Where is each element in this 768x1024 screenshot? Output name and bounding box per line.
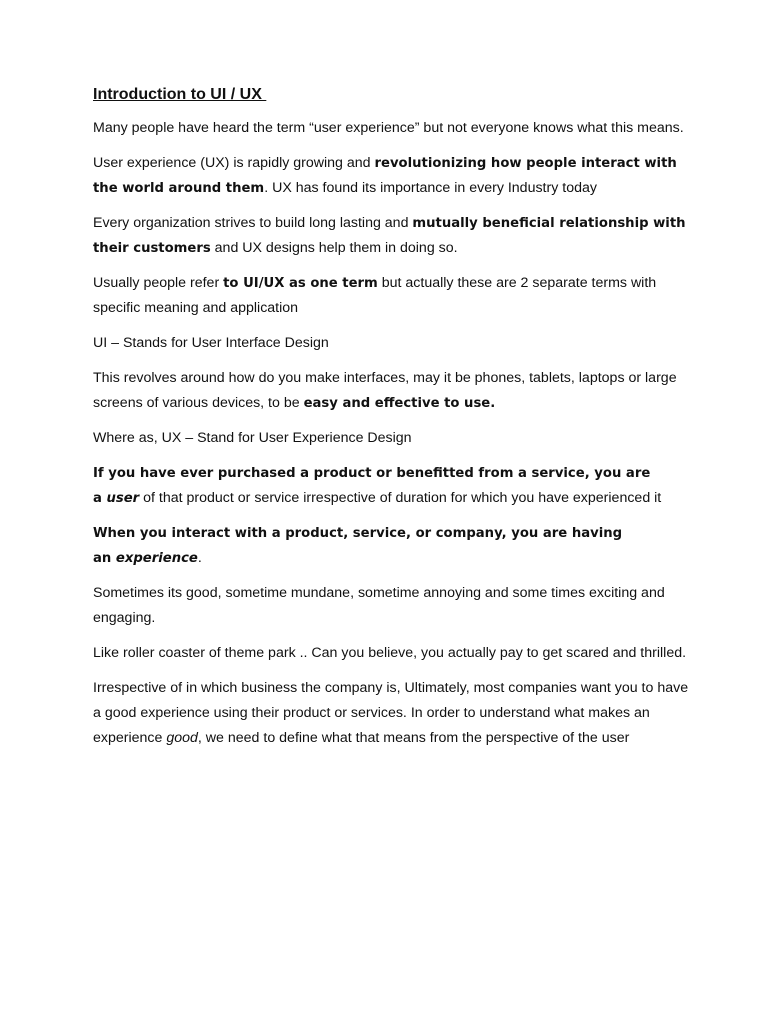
text-run: User experience (UX) is rapidly growing and: [93, 155, 375, 171]
paragraph: [93, 271, 693, 321]
text-run: but actually these are 2 separate terms with specific meaning and application: [93, 275, 657, 316]
bold-text: to UI/UX as one term: [223, 276, 378, 291]
text-run: Sometimes its good, sometime mundane, sometime annoying and some times exciting and engaging.: [93, 585, 665, 626]
document-title: Introduction to UI / UX: [93, 86, 267, 103]
paragraph: [93, 116, 693, 141]
text-run: and UX designs help them in doing so.: [210, 240, 458, 256]
paragraph: [93, 426, 693, 451]
text-run: This revolves around how do you make interfaces, may it be phones, tablets, laptops or large screens of various devices, to be: [93, 370, 677, 411]
text-run: , we need to define what that means from the perspective of the user: [197, 730, 630, 746]
paragraph: [93, 151, 693, 201]
bold-text: a: [93, 491, 107, 506]
paragraph: [93, 211, 693, 261]
bold-text: mutually beneficial relationship with their customers: [93, 216, 686, 256]
text-run: of that product or service irrespective of duration for which you have experienced it: [139, 490, 662, 506]
text-run: Many people have heard the term “user experience” but not everyone knows what this means.: [93, 120, 684, 136]
bold-text: an: [93, 551, 116, 566]
paragraph: [93, 461, 693, 511]
bold-text: revolutionizing how people interact with the world around them: [93, 156, 677, 196]
text-run: .: [197, 550, 202, 566]
text-run: Where as, UX – Stand for User Experience Design: [93, 430, 412, 446]
paragraph: [93, 521, 693, 571]
text-run: . UX has found its importance in every Industry today: [264, 180, 597, 196]
bold-italic-text: user: [106, 491, 140, 506]
text-run: Usually people refer: [93, 275, 224, 291]
text-run: Every organization strives to build long lasting and: [93, 215, 413, 231]
text-run: Like roller coaster of theme park .. Can you believe, you actually pay to get scared and thrilled.: [93, 645, 687, 661]
document-page: [93, 86, 693, 761]
document-body: [93, 116, 693, 751]
bold-text: When you interact with a product, service, or company, you are having: [93, 526, 623, 541]
paragraph: [93, 581, 693, 631]
paragraph: [93, 366, 693, 416]
paragraph: [93, 331, 693, 356]
text-run: Irrespective of in which business the company is, Ultimately, most companies want you to have a good experience using their product or services. In order to understand what makes an experience: [93, 680, 689, 746]
bold-text: easy and effective to use.: [303, 396, 496, 411]
bold-text: If you have ever purchased a product or benefitted from a service, you are: [93, 466, 651, 481]
italic-text: good: [166, 730, 198, 746]
text-run: UI – Stands for User Interface Design: [93, 335, 329, 351]
paragraph: [93, 641, 693, 666]
paragraph: [93, 676, 693, 751]
bold-italic-text: experience: [115, 551, 198, 566]
